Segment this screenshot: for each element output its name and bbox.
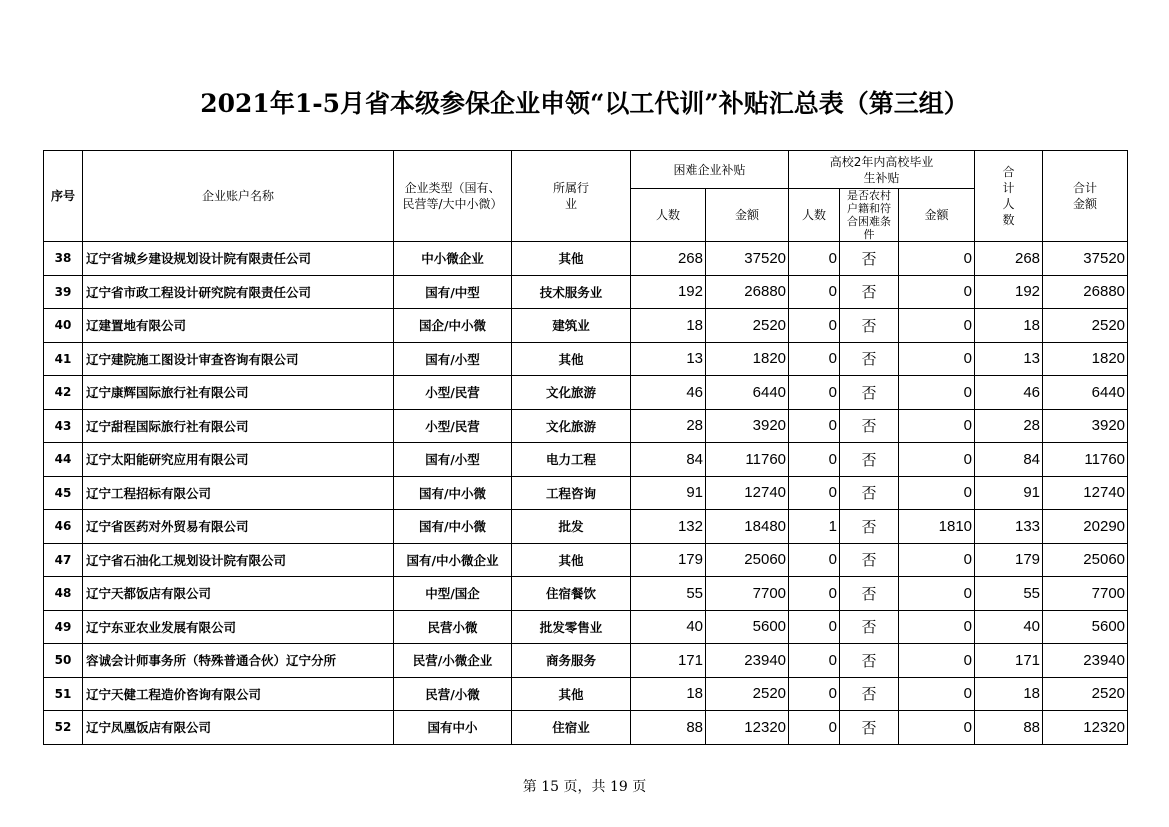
table-row: [44, 409, 1128, 443]
cell-total-amount: 1820: [1043, 342, 1128, 376]
cell-hard-amount: 2520: [706, 309, 789, 343]
cell-hard-amount: 6440: [706, 376, 789, 410]
cell-total-people: 91: [975, 476, 1043, 510]
cell-company-type: 国有中小: [394, 711, 512, 745]
cell-company-name: 辽宁甜程国际旅行社有限公司: [83, 409, 394, 443]
cell-company-type: 中小微企业: [394, 242, 512, 276]
header-grad-people: 人数: [789, 189, 840, 242]
cell-grad-amount: 0: [899, 577, 975, 611]
cell-total-people: 133: [975, 510, 1043, 544]
cell-grad-amount: 0: [899, 711, 975, 745]
cell-hard-people: 18: [631, 677, 706, 711]
page-footer: 第 15 页，共 19 页: [522, 779, 647, 795]
cell-company-name: 辽建置地有限公司: [83, 309, 394, 343]
cell-total-people: 268: [975, 242, 1043, 276]
cell-industry: 文化旅游: [512, 409, 631, 443]
cell-company-type: 中型/国企: [394, 577, 512, 611]
cell-hard-people: 55: [631, 577, 706, 611]
cell-grad-poor: 否: [840, 242, 899, 276]
cell-seq: 43: [44, 409, 83, 443]
cell-company-type: 民营小微: [394, 610, 512, 644]
cell-total-people: 28: [975, 409, 1043, 443]
cell-grad-poor: 否: [840, 443, 899, 477]
cell-grad-people: 0: [789, 610, 840, 644]
cell-grad-poor: 否: [840, 644, 899, 678]
cell-grad-people: 1: [789, 510, 840, 544]
cell-hard-amount: 1820: [706, 342, 789, 376]
cell-grad-amount: 0: [899, 275, 975, 309]
cell-grad-poor: 否: [840, 610, 899, 644]
cell-seq: 40: [44, 309, 83, 343]
cell-industry: 文化旅游: [512, 376, 631, 410]
cell-industry: 批发: [512, 510, 631, 544]
table-row: [44, 644, 1128, 678]
cell-industry: 住宿餐饮: [512, 577, 631, 611]
cell-company-name: 辽宁建院施工图设计审查咨询有限公司: [83, 342, 394, 376]
table-row: [44, 677, 1128, 711]
cell-industry: 建筑业: [512, 309, 631, 343]
cell-grad-people: 0: [789, 577, 840, 611]
cell-industry: 商务服务: [512, 644, 631, 678]
header-grad-group: 高校2年内高校毕业生补贴: [789, 151, 975, 189]
cell-seq: 52: [44, 711, 83, 745]
table-row: [44, 376, 1128, 410]
cell-company-type: 国有/中小微: [394, 476, 512, 510]
cell-industry: 其他: [512, 543, 631, 577]
cell-total-people: 179: [975, 543, 1043, 577]
cell-hard-people: 28: [631, 409, 706, 443]
cell-grad-amount: 0: [899, 409, 975, 443]
cell-seq: 49: [44, 610, 83, 644]
cell-seq: 51: [44, 677, 83, 711]
cell-grad-poor: 否: [840, 543, 899, 577]
cell-industry: 批发零售业: [512, 610, 631, 644]
cell-seq: 38: [44, 242, 83, 276]
cell-grad-people: 0: [789, 275, 840, 309]
cell-hard-people: 171: [631, 644, 706, 678]
cell-hard-people: 268: [631, 242, 706, 276]
cell-hard-amount: 18480: [706, 510, 789, 544]
cell-grad-people: 0: [789, 376, 840, 410]
cell-company-type: 民营/小微企业: [394, 644, 512, 678]
table-row: [44, 610, 1128, 644]
header-total-people: 合计人数: [975, 151, 1043, 242]
cell-grad-people: 0: [789, 443, 840, 477]
cell-hard-amount: 3920: [706, 409, 789, 443]
cell-hard-people: 84: [631, 443, 706, 477]
cell-industry: 技术服务业: [512, 275, 631, 309]
cell-company-name: 辽宁工程招标有限公司: [83, 476, 394, 510]
cell-hard-amount: 23940: [706, 644, 789, 678]
cell-total-people: 13: [975, 342, 1043, 376]
cell-grad-poor: 否: [840, 476, 899, 510]
cell-industry: 电力工程: [512, 443, 631, 477]
cell-seq: 46: [44, 510, 83, 544]
table-row: [44, 476, 1128, 510]
cell-hard-amount: 7700: [706, 577, 789, 611]
cell-grad-poor: 否: [840, 409, 899, 443]
cell-grad-amount: 0: [899, 242, 975, 276]
cell-company-name: 辽宁康辉国际旅行社有限公司: [83, 376, 394, 410]
cell-company-name: 辽宁省医药对外贸易有限公司: [83, 510, 394, 544]
cell-total-amount: 12320: [1043, 711, 1128, 745]
cell-total-people: 18: [975, 309, 1043, 343]
cell-grad-people: 0: [789, 677, 840, 711]
cell-company-name: 辽宁省市政工程设计研究院有限责任公司: [83, 275, 394, 309]
cell-hard-people: 192: [631, 275, 706, 309]
cell-total-amount: 25060: [1043, 543, 1128, 577]
cell-hard-amount: 11760: [706, 443, 789, 477]
cell-company-name: 辽宁省石油化工规划设计院有限公司: [83, 543, 394, 577]
header-grad-amount: 金额: [899, 189, 975, 242]
table-row: [44, 309, 1128, 343]
cell-total-amount: 5600: [1043, 610, 1128, 644]
cell-total-amount: 6440: [1043, 376, 1128, 410]
cell-company-type: 国有/小型: [394, 443, 512, 477]
cell-hard-people: 179: [631, 543, 706, 577]
cell-hard-amount: 26880: [706, 275, 789, 309]
cell-grad-amount: 0: [899, 610, 975, 644]
header-type: 企业类型（国有、民营等/大中小微）: [394, 151, 512, 242]
cell-total-people: 55: [975, 577, 1043, 611]
cell-seq: 50: [44, 644, 83, 678]
cell-industry: 住宿业: [512, 711, 631, 745]
cell-company-type: 国有/中小微企业: [394, 543, 512, 577]
cell-total-people: 40: [975, 610, 1043, 644]
cell-seq: 47: [44, 543, 83, 577]
table-row: [44, 543, 1128, 577]
cell-hard-people: 88: [631, 711, 706, 745]
cell-company-type: 国企/中小微: [394, 309, 512, 343]
cell-grad-poor: 否: [840, 376, 899, 410]
cell-grad-amount: 1810: [899, 510, 975, 544]
cell-company-name: 辽宁太阳能研究应用有限公司: [83, 443, 394, 477]
cell-grad-people: 0: [789, 711, 840, 745]
cell-grad-amount: 0: [899, 309, 975, 343]
cell-total-people: 171: [975, 644, 1043, 678]
cell-total-people: 46: [975, 376, 1043, 410]
page-title: 2021年1-5月省本级参保企业申领“以工代训”补贴汇总表（第三组）: [200, 89, 969, 118]
cell-hard-amount: 2520: [706, 677, 789, 711]
cell-company-type: 民营/小微: [394, 677, 512, 711]
cell-grad-poor: 否: [840, 510, 899, 544]
cell-seq: 48: [44, 577, 83, 611]
header-seq: 序号: [44, 151, 83, 242]
cell-company-name: 辽宁天健工程造价咨询有限公司: [83, 677, 394, 711]
subsidy-table: [43, 150, 1128, 745]
cell-grad-amount: 0: [899, 376, 975, 410]
cell-total-amount: 2520: [1043, 677, 1128, 711]
cell-industry: 其他: [512, 242, 631, 276]
cell-total-amount: 2520: [1043, 309, 1128, 343]
header-industry: 所属行业: [512, 151, 631, 242]
cell-grad-people: 0: [789, 476, 840, 510]
cell-hard-people: 91: [631, 476, 706, 510]
cell-hard-amount: 25060: [706, 543, 789, 577]
cell-hard-people: 132: [631, 510, 706, 544]
cell-grad-amount: 0: [899, 677, 975, 711]
cell-grad-amount: 0: [899, 342, 975, 376]
cell-company-name: 辽宁东亚农业发展有限公司: [83, 610, 394, 644]
cell-grad-poor: 否: [840, 577, 899, 611]
header-total-amount: 合计金额: [1043, 151, 1128, 242]
cell-company-type: 小型/民营: [394, 376, 512, 410]
cell-total-people: 88: [975, 711, 1043, 745]
cell-seq: 42: [44, 376, 83, 410]
cell-hard-people: 13: [631, 342, 706, 376]
cell-company-type: 国有/中型: [394, 275, 512, 309]
cell-grad-poor: 否: [840, 275, 899, 309]
cell-grad-amount: 0: [899, 543, 975, 577]
cell-company-type: 国有/中小微: [394, 510, 512, 544]
cell-company-name: 辽宁凤凰饭店有限公司: [83, 711, 394, 745]
cell-seq: 41: [44, 342, 83, 376]
cell-total-amount: 26880: [1043, 275, 1128, 309]
cell-grad-poor: 否: [840, 309, 899, 343]
cell-total-amount: 11760: [1043, 443, 1128, 477]
cell-grad-poor: 否: [840, 711, 899, 745]
cell-hard-people: 46: [631, 376, 706, 410]
cell-hard-amount: 12320: [706, 711, 789, 745]
cell-total-amount: 37520: [1043, 242, 1128, 276]
header-grad-poor: 是否农村户籍和符合困难条件: [840, 189, 899, 242]
cell-grad-poor: 否: [840, 677, 899, 711]
cell-grad-people: 0: [789, 242, 840, 276]
cell-grad-amount: 0: [899, 644, 975, 678]
cell-industry: 工程咨询: [512, 476, 631, 510]
cell-total-amount: 23940: [1043, 644, 1128, 678]
cell-seq: 45: [44, 476, 83, 510]
table-row: [44, 577, 1128, 611]
cell-industry: 其他: [512, 342, 631, 376]
cell-grad-people: 0: [789, 409, 840, 443]
cell-seq: 44: [44, 443, 83, 477]
cell-total-amount: 12740: [1043, 476, 1128, 510]
cell-grad-people: 0: [789, 644, 840, 678]
cell-grad-poor: 否: [840, 342, 899, 376]
cell-company-name: 容诚会计师事务所（特殊普通合伙）辽宁分所: [83, 644, 394, 678]
cell-company-type: 国有/小型: [394, 342, 512, 376]
cell-total-amount: 7700: [1043, 577, 1128, 611]
cell-grad-people: 0: [789, 543, 840, 577]
header-hard-group: 困难企业补贴: [631, 151, 789, 189]
cell-grad-amount: 0: [899, 443, 975, 477]
table-row: [44, 711, 1128, 745]
cell-hard-people: 18: [631, 309, 706, 343]
header-hard-amount: 金额: [706, 189, 789, 242]
cell-total-people: 84: [975, 443, 1043, 477]
cell-total-people: 18: [975, 677, 1043, 711]
cell-hard-amount: 5600: [706, 610, 789, 644]
table-row: [44, 242, 1128, 276]
cell-total-amount: 20290: [1043, 510, 1128, 544]
cell-grad-amount: 0: [899, 476, 975, 510]
table-row: [44, 275, 1128, 309]
cell-company-name: 辽宁省城乡建设规划设计院有限责任公司: [83, 242, 394, 276]
table-row: [44, 510, 1128, 544]
table-row: [44, 443, 1128, 477]
cell-industry: 其他: [512, 677, 631, 711]
cell-total-people: 192: [975, 275, 1043, 309]
table-row: [44, 342, 1128, 376]
header-name: 企业账户名称: [83, 151, 394, 242]
cell-seq: 39: [44, 275, 83, 309]
cell-company-type: 小型/民营: [394, 409, 512, 443]
cell-grad-people: 0: [789, 309, 840, 343]
cell-grad-people: 0: [789, 342, 840, 376]
cell-hard-amount: 12740: [706, 476, 789, 510]
cell-hard-people: 40: [631, 610, 706, 644]
header-hard-people: 人数: [631, 189, 706, 242]
cell-company-name: 辽宁天都饭店有限公司: [83, 577, 394, 611]
cell-total-amount: 3920: [1043, 409, 1128, 443]
cell-hard-amount: 37520: [706, 242, 789, 276]
